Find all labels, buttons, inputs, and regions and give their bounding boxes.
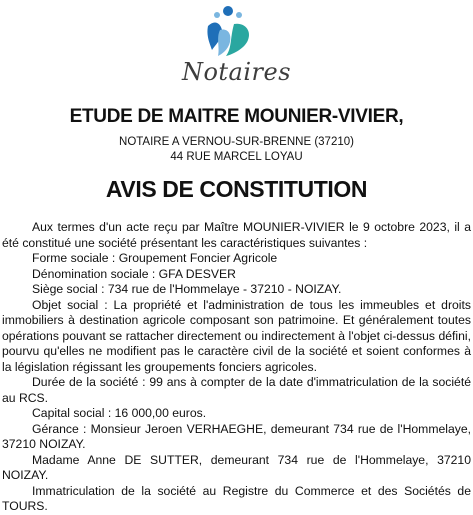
paragraph-siege: Siège social : 734 rue de l'Hommelaye - 37210 - NOIZAY. (32, 282, 342, 296)
paragraph-immatriculation: Immatriculation de la société au Registre du Commerce et des Sociétés de TOURS. (2, 483, 471, 513)
paragraph-duree: Durée de la société : 99 ans à compter de la date d'immatriculation de la société au RCS. (2, 375, 471, 405)
office-title: ETUDE DE MAITRE MOUNIER-VIVIER, (69, 106, 404, 127)
brand-wordmark: Notaires (181, 58, 292, 86)
paragraph-forme: Forme sociale : Groupement Foncier Agricole (32, 251, 278, 265)
notary-line: NOTAIRE A VERNOU-SUR-BRENNE (37210) (119, 136, 354, 148)
paragraph-denomination: Dénomination sociale : GFA DESVER (32, 266, 236, 281)
notice-body (2, 220, 471, 515)
paragraph-capital: Capital social : 16 000,00 euros. (32, 406, 207, 420)
paragraph-objet: Objet social : La propriété et l'administration de tous les immeubles et droits immobiliers à destination agricole composant son patrimoine. Et généralement toutes opérations pouvant se rattacher directement ou indirectement à l'objet ci-dessus défini, pourvu qu'elles ne modifient pas le caractère civil de la société et soient conformes à la législation régissant les groupements fonciers agricoles. (2, 297, 471, 374)
notice-title: AVIS DE CONSTITUTION (105, 176, 368, 202)
address-line: 44 RUE MARCEL LOYAU (170, 151, 303, 163)
paragraph-co-gerante: Madame Anne DE SUTTER, demeurant 734 rue de l'Hommelaye, 37210 NOIZAY. (2, 452, 471, 482)
paragraph-intro: Aux termes d'un acte reçu par Maître MOUNIER-VIVIER le 9 octobre 2023, il a été constitué une société présentant les caractéristiques suivantes : (2, 220, 471, 250)
paragraph-gerance: Gérance : Monsieur Jeroen VERHAEGHE, demeurant 734 rue de l'Hommelaye, 37210 NOIZAY. (2, 421, 471, 451)
notaires-logo-icon (190, 4, 270, 66)
